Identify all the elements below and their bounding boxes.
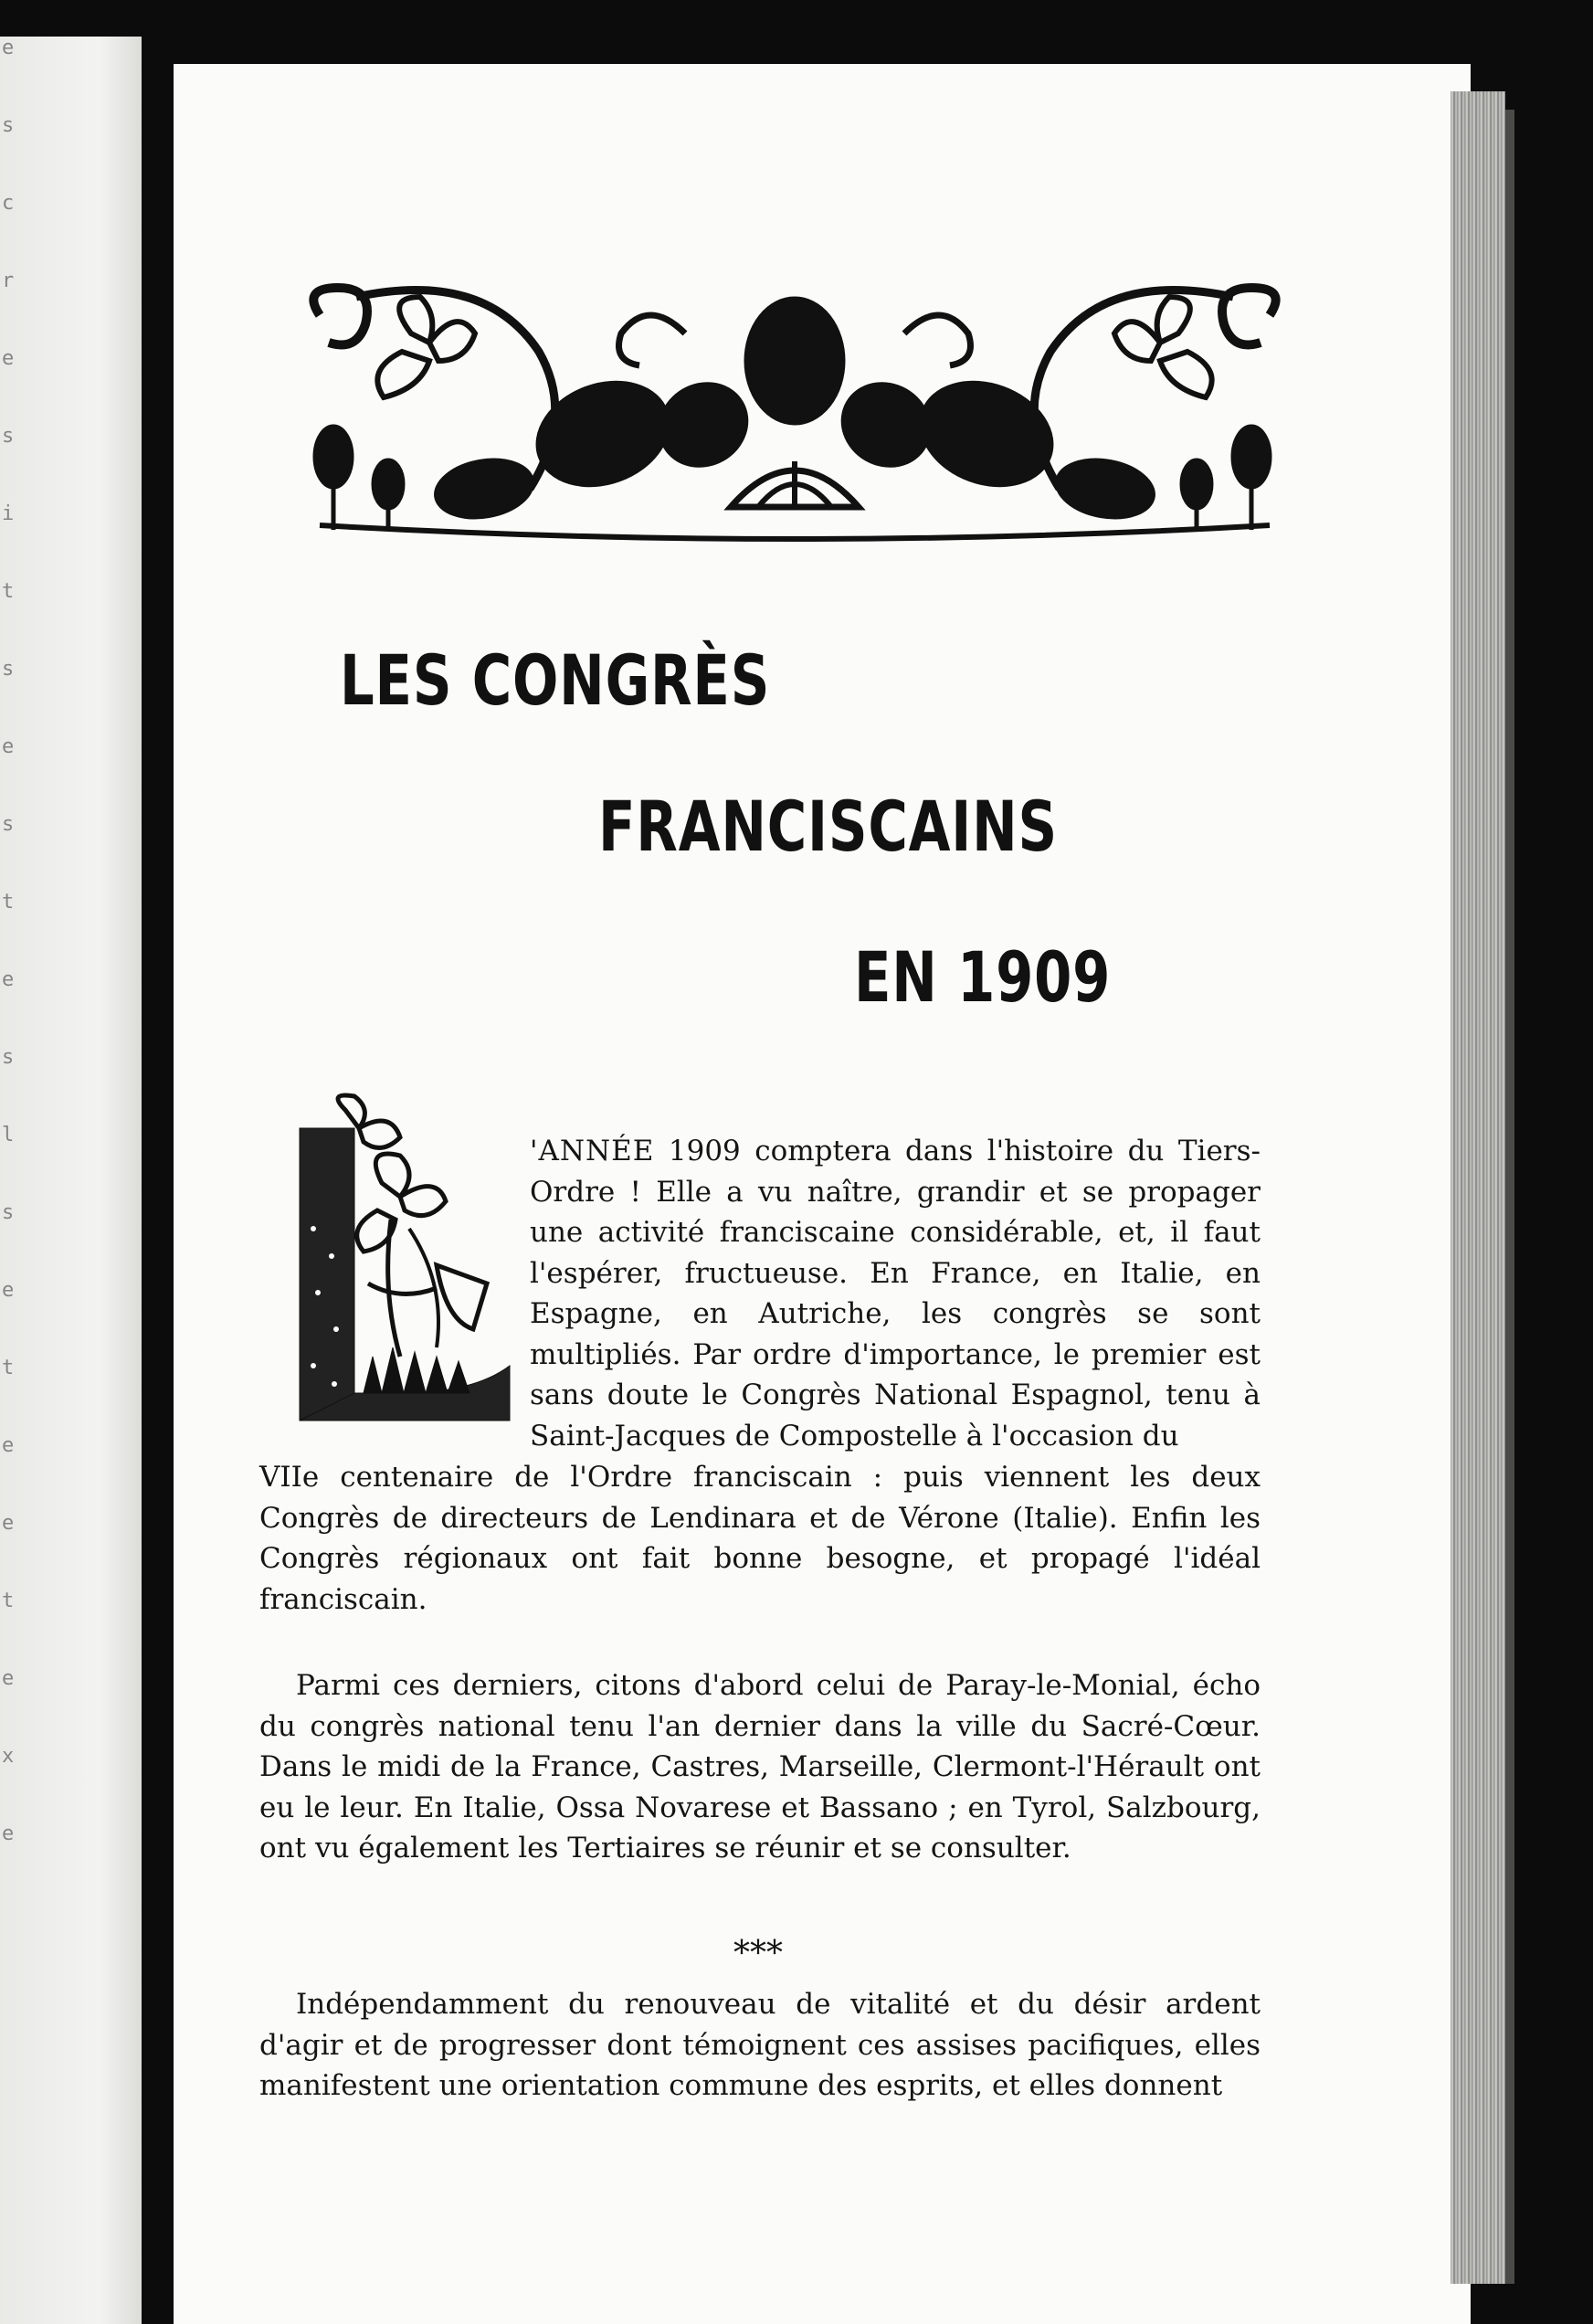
asterism-separator: *** [733,1935,783,1972]
facing-page-text-edge: e s c r e s i t s e s t e s l s e t e e t e x e [2,37,15,1845]
title-line-3: EN 1909 [854,936,1112,1018]
paragraph-1-continued: VIIe centenaire de l'Ordre franciscain : puis viennent les deux Congrès de directeurs de Lendinara et de Vérone (Italie). Enfin les Congrès régionaux ont fait bonne besogne, et propagé l'idéal franciscain. [259,1461,1261,1616]
page-edges-shadow [1505,110,1514,2284]
ornamental-dropcap-L [290,1092,519,1439]
title-line-1: LES CONGRÈS [340,639,771,721]
facing-page [0,37,142,2324]
page-edges [1451,91,1505,2284]
paragraph-1-lead [530,1131,1261,1456]
paragraph-1-lead-text: 1909 comptera dans l'histoire du Tiers-Ordre ! Elle a vu naître, grandir et se propager une activité franciscaine considérable, et, il faut l'espérer, fructueuse. En France, en Italie, en Espagne, en Autriche, les congrès se sont multipliés. Par ordre d'importance, le premier est sans doute le Congrès National Espagnol, tenu à Saint-Jacques de Compostelle à l'occasion du [530,1135,1261,1452]
lead-word: 'ANNÉE [530,1135,655,1167]
paragraph-2: Parmi ces derniers, citons d'abord celui de Paray-le-Monial, écho du congrès national tenu l'an dernier dans la ville du Sacré-Cœur. Dans le midi de la France, Castres, Marseille, Clermont-l'Hérault ont eu le leur. En Italie, Ossa Novarese et Bassano ; en Tyrol, Salzbourg, ont vu également les Tertiaires se réunir et se consulter. [259,1669,1261,1864]
paragraph-3: Indépendamment du renouveau de vitalité et du désir ardent d'agir et de progresser dont témoignent ces assises pacifiques, elles manifestent une orientation commune des esprits, et elles donnent [259,1988,1261,2102]
title-line-2: FRANCISCAINS [598,786,1059,867]
floral-ornament-header [301,279,1288,562]
